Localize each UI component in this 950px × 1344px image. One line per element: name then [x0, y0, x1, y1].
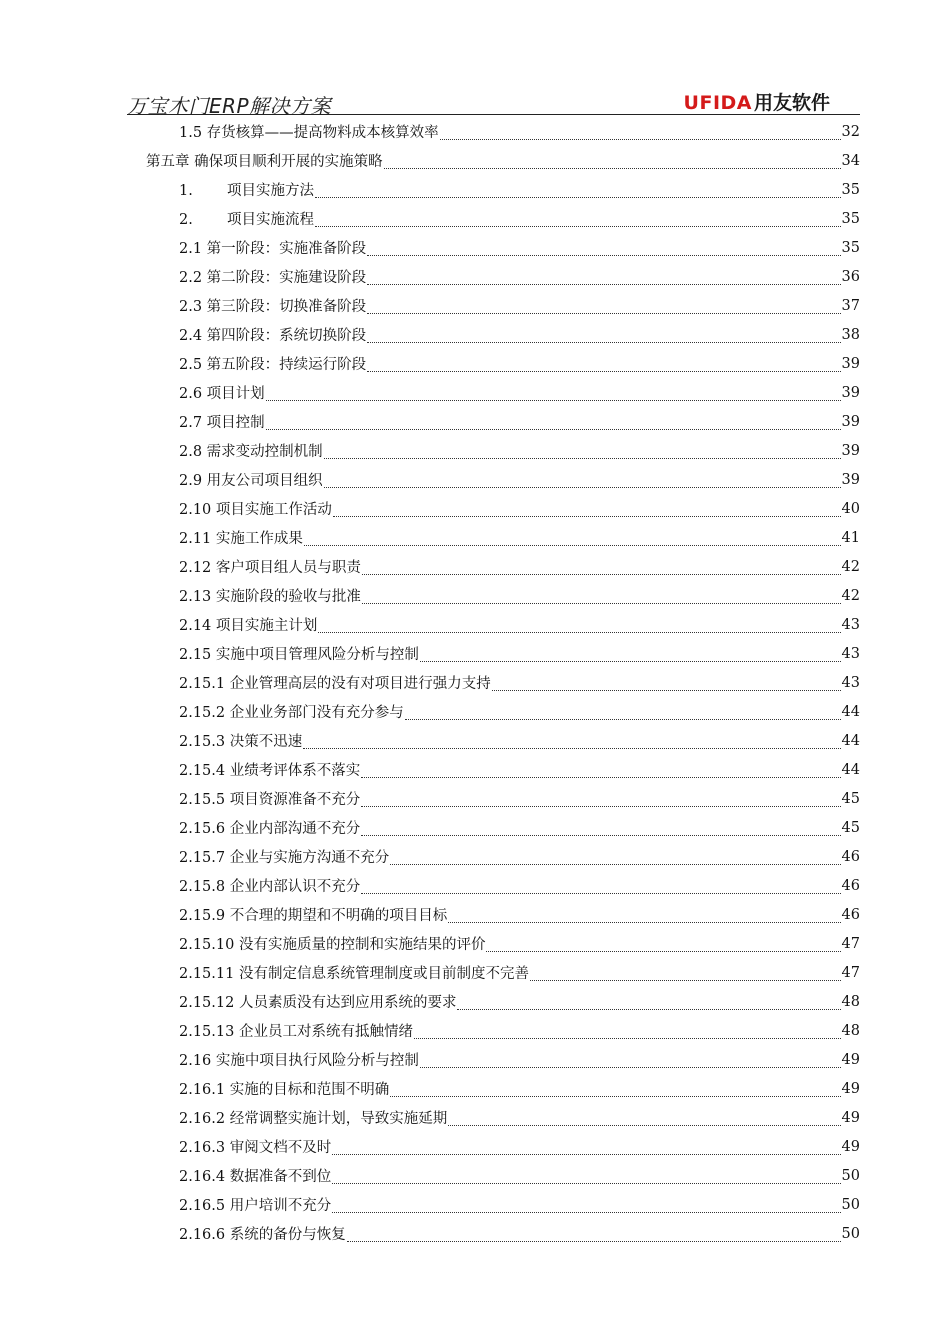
- toc-dot-leader: [362, 599, 841, 604]
- toc-page-number: 49: [841, 1138, 860, 1155]
- toc-entry-title: [179, 498, 332, 519]
- toc-entry-text: 2.9 用友公司项目组织: [179, 473, 323, 489]
- toc-page-number: 44: [841, 703, 860, 720]
- toc-page-number: 39: [841, 355, 860, 372]
- toc-page-number: 49: [841, 1109, 860, 1126]
- toc-entry-title: [179, 440, 323, 461]
- toc-entry-title: [179, 933, 485, 954]
- toc-dot-leader: [303, 744, 840, 749]
- toc-dot-leader: [405, 715, 841, 720]
- toc-entry-text: 2.15.4 业绩考评体系不落实: [179, 763, 361, 779]
- toc-entry-title: [179, 353, 366, 374]
- toc-entry-title: [179, 904, 447, 925]
- toc-entry-title: [179, 295, 366, 316]
- toc-page-number: 49: [841, 1080, 860, 1097]
- toc-entry-title: [179, 1078, 389, 1099]
- document-title: 万宝木门ERP解决方案: [127, 94, 332, 118]
- toc-entry-title: [179, 324, 366, 345]
- toc-entry[interactable]: [179, 465, 860, 494]
- toc-entry-title: [179, 527, 303, 548]
- toc-entry[interactable]: [179, 1161, 860, 1190]
- toc-entry-text: 2.7 项目控制: [179, 415, 265, 431]
- toc-page-number: 44: [841, 732, 860, 749]
- toc-dot-leader: [362, 570, 841, 575]
- toc-dot-leader: [530, 976, 841, 981]
- toc-entry-title: [179, 643, 419, 664]
- toc-page-number: 32: [841, 123, 860, 140]
- toc-dot-leader: [332, 1179, 840, 1184]
- toc-page-number: 39: [841, 384, 860, 401]
- toc-entry[interactable]: [179, 1219, 860, 1248]
- toc-dot-leader: [333, 512, 841, 517]
- toc-page-number: 35: [841, 239, 860, 256]
- toc-entry[interactable]: [179, 581, 860, 610]
- toc-entry-text: 2.15.5 项目资源准备不充分: [179, 792, 361, 808]
- toc-entry[interactable]: [179, 784, 860, 813]
- toc-entry-text: 2.15.8 企业内部认识不充分: [179, 879, 361, 895]
- toc-page-number: 50: [841, 1167, 860, 1184]
- toc-entry[interactable]: [146, 146, 860, 175]
- toc-dot-leader: [367, 338, 840, 343]
- toc-entry-title: [179, 614, 317, 635]
- toc-entry[interactable]: [179, 378, 860, 407]
- toc-entry-title: [146, 150, 383, 171]
- toc-entry-text: 2.8 需求变动控制机制: [179, 444, 323, 460]
- toc-entry[interactable]: [179, 610, 860, 639]
- toc-dot-leader: [266, 425, 841, 430]
- toc-entry[interactable]: [179, 1045, 860, 1074]
- toc-entry[interactable]: [179, 320, 860, 349]
- toc-entry[interactable]: [179, 668, 860, 697]
- toc-dot-leader: [440, 135, 841, 140]
- toc-entry[interactable]: [179, 117, 860, 146]
- toc-page-number: 39: [841, 471, 860, 488]
- toc-entry-text: 2.15.2 企业业务部门没有充分参与: [179, 705, 404, 721]
- toc-entry-text: 项目实施流程: [227, 212, 314, 228]
- toc-entry-title: [179, 1107, 447, 1128]
- toc-entry-text: 2.10 项目实施工作活动: [179, 502, 332, 518]
- toc-entry-title: [179, 1049, 419, 1070]
- toc-page-number: 42: [841, 587, 860, 604]
- toc-dot-leader: [390, 860, 840, 865]
- toc-entry-text: 2.16.4 数据准备不到位: [179, 1169, 332, 1185]
- toc-dot-leader: [332, 1150, 840, 1155]
- toc-entry-text: 2.4 第四阶段：系统切换阶段: [179, 328, 367, 344]
- toc-entry[interactable]: [179, 697, 860, 726]
- logo-brand-text: UFIDA: [683, 92, 752, 114]
- toc-entry[interactable]: [179, 1016, 860, 1045]
- toc-entry-text: 2.15.11 没有制定信息系统管理制度或目前制度不完善: [179, 966, 529, 982]
- toc-entry-title: [179, 701, 404, 722]
- toc-entry-title: [179, 266, 366, 287]
- toc-page-number: 46: [841, 877, 860, 894]
- toc-entry[interactable]: [179, 813, 860, 842]
- toc-dot-leader: [361, 773, 840, 778]
- toc-entry-title: [179, 672, 491, 693]
- toc-dot-leader: [318, 628, 840, 633]
- toc-entry-text: 2.15.3 决策不迅速: [179, 734, 303, 750]
- toc-page-number: 40: [841, 500, 860, 517]
- toc-entry-number: 1.: [179, 183, 193, 199]
- toc-dot-leader: [448, 918, 840, 923]
- toc-entry-title: [179, 991, 456, 1012]
- toc-entry-title: [179, 817, 360, 838]
- toc-entry-title: [179, 556, 361, 577]
- toc-page-number: 34: [841, 152, 860, 169]
- toc-page-number: 41: [841, 529, 860, 546]
- toc-entry-text: 2.16.1 实施的目标和范围不明确: [179, 1082, 390, 1098]
- toc-entry-text: 2.16.5 用户培训不充分: [179, 1198, 332, 1214]
- toc-entry-text: 2.16.6 系统的备份与恢复: [179, 1227, 346, 1243]
- toc-entry-title: [179, 1136, 331, 1157]
- logo-cn-text: 用友软件: [753, 92, 830, 114]
- toc-entry[interactable]: [179, 987, 860, 1016]
- toc-dot-leader: [420, 1063, 841, 1068]
- toc-page-number: 47: [841, 964, 860, 981]
- toc-entry[interactable]: [179, 233, 860, 262]
- toc-dot-leader: [448, 1121, 840, 1126]
- toc-entry-title: [179, 730, 302, 751]
- toc-dot-leader: [361, 802, 840, 807]
- toc-dot-leader: [324, 454, 841, 459]
- toc-entry[interactable]: [179, 494, 860, 523]
- toc-dot-leader: [367, 309, 840, 314]
- toc-entry-title: [179, 237, 366, 258]
- toc-entry-title: [179, 179, 314, 200]
- toc-entry[interactable]: [179, 755, 860, 784]
- toc-entry-text: 项目实施方法: [227, 183, 314, 199]
- toc-page-number: 37: [841, 297, 860, 314]
- toc-entry[interactable]: [179, 726, 860, 755]
- toc-page-number: 48: [841, 993, 860, 1010]
- toc-entry-text: 2.16 实施中项目执行风险分析与控制: [179, 1053, 419, 1069]
- toc-page-number: 39: [841, 442, 860, 459]
- toc-entry-title: [179, 382, 265, 403]
- toc-dot-leader: [347, 1237, 841, 1242]
- toc-entry[interactable]: [179, 523, 860, 552]
- toc-entry[interactable]: [179, 291, 860, 320]
- toc-dot-leader: [384, 164, 841, 169]
- toc-entry[interactable]: [179, 958, 860, 987]
- toc-entry[interactable]: [179, 1132, 860, 1161]
- toc-entry[interactable]: [179, 900, 860, 929]
- toc-dot-leader: [304, 541, 841, 546]
- toc-entry-number: 2.: [179, 212, 193, 228]
- toc-page-number: 44: [841, 761, 860, 778]
- toc-page-number: 35: [841, 181, 860, 198]
- toc-dot-leader: [390, 1092, 840, 1097]
- toc-entry-text: 2.5 第五阶段：持续运行阶段: [179, 357, 367, 373]
- toc-page-number: 46: [841, 848, 860, 865]
- toc-entry-text: 2.1 第一阶段：实施准备阶段: [179, 241, 367, 257]
- toc-entry-text: 2.15.1 企业管理高层的没有对项目进行强力支持: [179, 676, 491, 692]
- toc-page-number: 47: [841, 935, 860, 952]
- page-header: [127, 86, 860, 118]
- toc-entry-title: [179, 121, 439, 142]
- toc-dot-leader: [332, 1208, 840, 1213]
- toc-entry-title: [179, 1165, 331, 1186]
- toc-page-number: 45: [841, 790, 860, 807]
- toc-dot-leader: [315, 193, 841, 198]
- toc-dot-leader: [315, 222, 841, 227]
- toc-page-number: 50: [841, 1196, 860, 1213]
- toc-entry-title: [179, 846, 389, 867]
- toc-dot-leader: [414, 1034, 841, 1039]
- toc-entry-text: 2.15.12 人员素质没有达到应用系统的要求: [179, 995, 457, 1011]
- toc-entry-title: [179, 759, 360, 780]
- toc-dot-leader: [361, 889, 840, 894]
- toc-entry-text: 2.13 实施阶段的验收与批准: [179, 589, 361, 605]
- toc-entry[interactable]: [179, 842, 860, 871]
- toc-entry-title: [179, 788, 360, 809]
- toc-entry-text: 第五章 确保项目顺利开展的实施策略: [146, 154, 383, 170]
- toc-page-number: 38: [841, 326, 860, 343]
- toc-dot-leader: [367, 251, 840, 256]
- toc-entry-text: 2.16.2 经常调整实施计划，导致实施延期: [179, 1111, 448, 1127]
- toc-dot-leader: [486, 947, 840, 952]
- toc-entry[interactable]: [179, 175, 860, 204]
- toc-dot-leader: [367, 367, 840, 372]
- toc-entry-title: [179, 1020, 413, 1041]
- toc-entry-text: 1.5 存货核算——提高物料成本核算效率: [179, 125, 439, 141]
- toc-entry[interactable]: [179, 1190, 860, 1219]
- toc-entry[interactable]: [179, 1103, 860, 1132]
- toc-page-number: 43: [841, 616, 860, 633]
- toc-page-number: 43: [841, 645, 860, 662]
- toc-dot-leader: [420, 657, 841, 662]
- toc-entry-text: 2.16.3 审阅文档不及时: [179, 1140, 332, 1156]
- toc-entry[interactable]: [179, 407, 860, 436]
- toc-entry-title: [179, 585, 361, 606]
- toc-dot-leader: [361, 831, 840, 836]
- toc-page-number: 36: [841, 268, 860, 285]
- toc-entry[interactable]: [179, 639, 860, 668]
- toc-entry-text: 2.14 项目实施主计划: [179, 618, 318, 634]
- toc-page-number: 43: [841, 674, 860, 691]
- toc-entry-text: 2.15.10 没有实施质量的控制和实施结果的评价: [179, 937, 486, 953]
- toc-entry-title: [179, 1223, 346, 1244]
- toc-page-number: 49: [841, 1051, 860, 1068]
- toc-entry-text: 2.3 第三阶段：切换准备阶段: [179, 299, 367, 315]
- toc-page-number: 48: [841, 1022, 860, 1039]
- toc-entry[interactable]: [179, 262, 860, 291]
- toc-entry-text: 2.2 第二阶段：实施建设阶段: [179, 270, 367, 286]
- toc-entry-title: [179, 962, 529, 983]
- ufida-logo: [684, 88, 830, 115]
- toc-dot-leader: [324, 483, 841, 488]
- toc-entry-text: 2.6 项目计划: [179, 386, 265, 402]
- toc-entry-text: 2.15.13 企业员工对系统有抵触情绪: [179, 1024, 413, 1040]
- toc-dot-leader: [266, 396, 841, 401]
- toc-page-number: 46: [841, 906, 860, 923]
- toc-dot-leader: [457, 1005, 840, 1010]
- toc-entry[interactable]: [179, 349, 860, 378]
- toc-page-number: 39: [841, 413, 860, 430]
- toc-entry[interactable]: [179, 871, 860, 900]
- toc-page-number: 42: [841, 558, 860, 575]
- toc-entry[interactable]: [179, 436, 860, 465]
- toc-entry-title: [179, 1194, 331, 1215]
- toc-entry-text: 2.15.7 企业与实施方沟通不充分: [179, 850, 390, 866]
- toc-entry[interactable]: [179, 552, 860, 581]
- toc-page-number: 50: [841, 1225, 860, 1242]
- toc-entry-title: [179, 875, 360, 896]
- toc-entry[interactable]: [179, 204, 860, 233]
- toc-dot-leader: [492, 686, 841, 691]
- toc-entry-text: 2.15 实施中项目管理风险分析与控制: [179, 647, 419, 663]
- toc-dot-leader: [367, 280, 840, 285]
- toc-entry-title: [179, 469, 323, 490]
- toc-entry-text: 2.15.9 不合理的期望和不明确的项目目标: [179, 908, 448, 924]
- toc-entry-title: [179, 208, 314, 229]
- toc-entry-title: [179, 411, 265, 432]
- toc-entry[interactable]: [179, 1074, 860, 1103]
- toc-entry-text: 2.11 实施工作成果: [179, 531, 303, 547]
- toc-entry-text: 2.15.6 企业内部沟通不充分: [179, 821, 361, 837]
- toc-entry-text: 2.12 客户项目组人员与职责: [179, 560, 361, 576]
- toc-page-number: 45: [841, 819, 860, 836]
- toc-page-number: 35: [841, 210, 860, 227]
- toc-entry[interactable]: [179, 929, 860, 958]
